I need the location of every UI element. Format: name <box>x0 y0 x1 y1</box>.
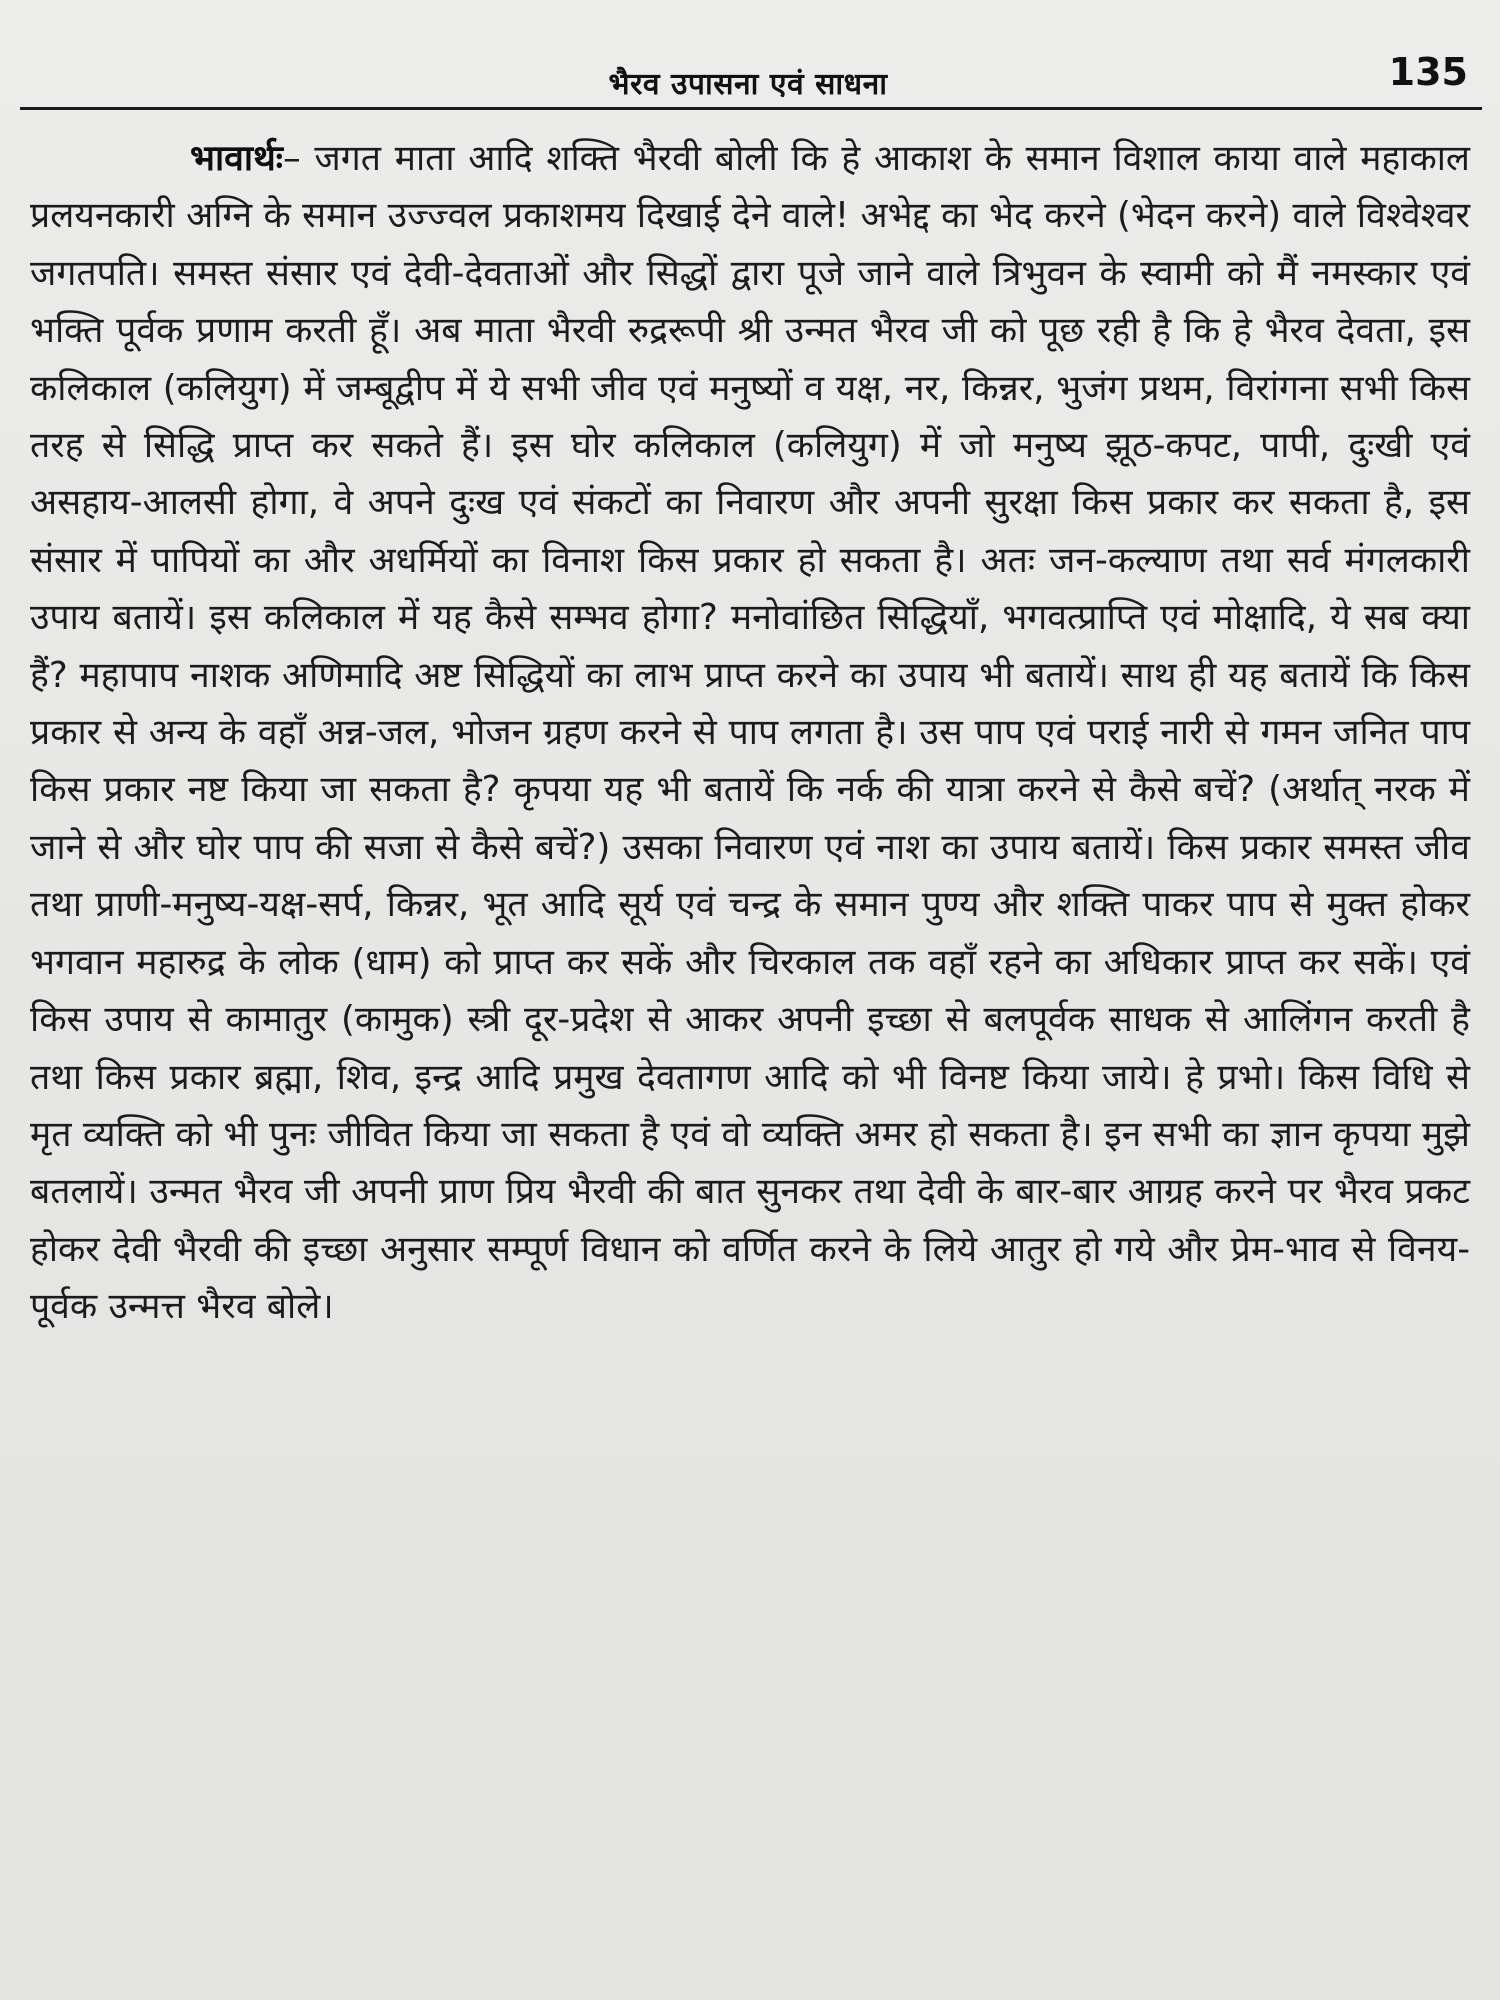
page-header <box>28 50 1468 108</box>
page-number: 135 <box>1388 50 1468 94</box>
header-rule <box>20 107 1482 110</box>
running-title: भैरव उपासना एवं साधना <box>608 67 888 102</box>
body-paragraph <box>30 130 1470 1336</box>
paragraph-text: – जगत माता आदि शक्ति भैरवी बोली कि हे आकाश के समान विशाल काया वाले महाकाल प्रलयनकारी अग्नि के समान उज्ज्वल प्रकाशमय दिखाई देने वाले! अभेद्द का भेद करने (भेदन करने) वाले विश्वेश्वर जगतपति। समस्त संसार एवं देवी-देवताओं और सिद्धों द्वारा पूजे जाने वाले त्रिभुवन के स्वामी को मैं नमस्कार एवं भक्ति पूर्वक प्रणाम करती हूँ। अब माता भैरवी रुद्ररूपी श्री उन्मत भैरव जी को पूछ रही है कि हे भैरव देवता, इस कलिकाल (कलियुग) में जम्बूद्वीप में ये सभी जीव एवं मनुष्यों व यक्ष, नर, किन्नर, भुजंग प्रथम, विरांगना सभी किस तरह से सिद्धि प्राप्त कर सकते हैं। इस घोर कलिकाल (कलियुग) में जो मनुष्य झूठ-कपट, पापी, दुःखी एवं असहाय-आलसी होगा, वे अपने दुःख एवं संकटों का निवारण और अपनी सुरक्षा किस प्रकार कर सकता है, इस संसार में पापियों का और अधर्मियों का विनाश किस प्रकार हो सकता है। अतः जन-कल्याण तथा सर्व मंगलकारी उपाय बतायें। इस कलिकाल में यह कैसे सम्भव होगा? मनोवांछित सिद्धियाँ, भगवत्प्राप्ति एवं मोक्षादि, ये सब क्या हैं? महापाप नाशक अणिमादि अष्ट सिद्धियों का लाभ प्राप्त करने का उपाय भी बतायें। साथ ही यह बतायें कि किस प्रकार से अन्य के वहाँ अन्न-जल, भोजन ग्रहण करने से पाप लगता है। उस पाप एवं पराई नारी से गमन जनित पाप किस प्रकार नष्ट किया जा सकता है? कृपया यह भी बतायें कि नर्क की यात्रा करने से कैसे बचें? (अर्थात् नरक में जाने से और घोर पाप की सजा से कैसे बचें?) उसका निवारण एवं नाश का उपाय बतायें। किस प्रकार समस्त जीव तथा प्राणी-मनुष्य-यक्ष-सर्प, किन्नर, भूत आदि सूर्य एवं चन्द्र के समान पुण्य और शक्ति पाकर पाप से मुक्त होकर भगवान महारुद्र के लोक (धाम) को प्राप्त कर सकें और चिरकाल तक वहाँ रहने का अधिकार प्राप्त कर सकें। एवं किस उपाय से कामातुर (कामुक) स्त्री दूर-प्रदेश से आकर अपनी इच्छा से बलपूर्वक साधक से आलिंगन करती है तथा किस प्रकार ब्रह्मा, शिव, इन्द्र आदि प्रमुख देवतागण आदि को भी विनष्ट किया जाये। हे प्रभो। किस विधि से मृत व्यक्ति को भी पुनः जीवित किया जा सकता है एवं वो व्यक्ति अमर हो सकता है। इन सभी का ज्ञान कृपया मुझे बतलायें। उन्मत भैरव जी अपनी प्राण प्रिय भैरवी की बात सुनकर तथा देवी के बार-बार आग्रह करने पर भैरव प्रकट होकर देवी भैरवी की इच्छा अनुसार सम्पूर्ण विधान को वर्णित करने के लिये आतुर हो गये और प्रेम-भाव से विनय-पूर्वक उन्मत्त भैरव बोले। <box>30 138 1470 1328</box>
lead-term: भावार्थः <box>190 138 283 179</box>
